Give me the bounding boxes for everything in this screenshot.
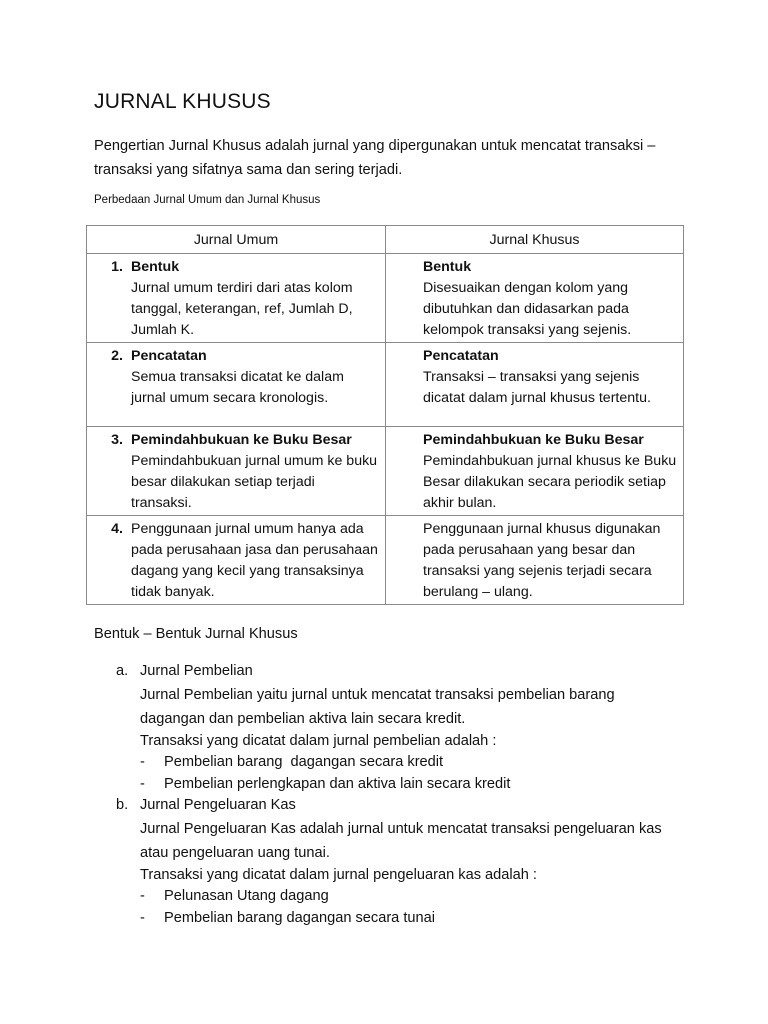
list-item [116, 795, 676, 929]
table-cell-left [87, 254, 386, 343]
bullet-dash: - [140, 909, 145, 926]
list-item-text: Jurnal Pengeluaran Kas adalah jurnal untuk mencatat transaksi pengeluaran kas atau pengeluaran uang tunai. [140, 820, 662, 861]
intro-paragraph: Pengertian Jurnal Khusus adalah jurnal yang dipergunakan untuk mencatat transaksi – transaksi yang sifatnya sama dan sering terjadi. [94, 138, 656, 178]
table-row [87, 254, 684, 343]
journal-types-list [116, 661, 676, 929]
right-row-title: Pemindahbukuan ke Buku Besar [423, 432, 644, 448]
right-row-title: Pencatatan [423, 348, 499, 364]
list-item [116, 661, 676, 795]
left-row-text: Pemindahbukuan jurnal umum ke buku besar dilakukan setiap terjadi transaksi. [131, 453, 378, 511]
list-letter: b. [116, 797, 129, 813]
right-row-text: Transaksi – transaksi yang sejenis dicatat dalam jurnal khusus tertentu. [423, 369, 651, 406]
table-caption: Perbedaan Jurnal Umum dan Jurnal Khusus [94, 194, 321, 206]
bullet-item [140, 774, 676, 796]
table-cell-right [386, 516, 684, 605]
table-cell-left [87, 427, 386, 516]
row-number: 2. [111, 348, 123, 364]
left-row-title: Pencatatan [131, 348, 207, 364]
table-row [87, 516, 684, 605]
bullet-item [140, 886, 676, 908]
list-intro: Transaksi yang dicatat dalam jurnal pengeluaran kas adalah : [140, 866, 537, 883]
row-number: 4. [111, 521, 123, 537]
list-item-title: Jurnal Pengeluaran Kas [140, 797, 296, 813]
row-number: 3. [111, 432, 123, 448]
comparison-table [86, 225, 684, 605]
left-row-title: Bentuk [131, 259, 180, 275]
table-cell-right [386, 343, 684, 427]
left-row-title: Pemindahbukuan ke Buku Besar [131, 432, 352, 448]
table-header-row [87, 226, 684, 254]
bullet-text: Pelunasan Utang dagang [164, 888, 329, 904]
left-row-text: Semua transaksi dicatat ke dalam jurnal umum secara kronologis. [131, 369, 344, 406]
bullet-dash: - [140, 754, 145, 770]
bullet-text: Pembelian barang dagangan secara tunai [164, 909, 435, 926]
right-row-title: Bentuk [423, 259, 472, 275]
header-jurnal-khusus: Jurnal Khusus [386, 226, 684, 254]
table-row [87, 343, 684, 427]
bullet-item [140, 752, 676, 774]
section-title: Bentuk – Bentuk Jurnal Khusus [94, 626, 298, 642]
list-item-text: Jurnal Pembelian yaitu jurnal untuk mencatat transaksi pembelian barang dagangan dan pembelian aktiva lain secara kredit. [140, 686, 615, 727]
row-number: 1. [111, 259, 123, 275]
header-jurnal-umum: Jurnal Umum [87, 226, 386, 254]
bullet-dash: - [140, 888, 145, 904]
right-row-text: Pemindahbukuan jurnal khusus ke Buku Besar dilakukan secara periodik setiap akhir bulan. [423, 453, 677, 511]
table-cell-right [386, 254, 684, 343]
bullet-item [140, 908, 676, 930]
table-cell-right [386, 427, 684, 516]
list-intro: Transaksi yang dicatat dalam jurnal pembelian adalah : [140, 732, 497, 749]
table-row [87, 427, 684, 516]
bullet-text: Pembelian perlengkapan dan aktiva lain secara kredit [164, 775, 511, 792]
bullet-text: Pembelian barang dagangan secara kredit [164, 754, 444, 770]
table-cell-left [87, 343, 386, 427]
list-item-title: Jurnal Pembelian [140, 663, 253, 679]
list-letter: a. [116, 663, 129, 679]
left-row-text: Penggunaan jurnal umum hanya ada pada perusahaan jasa dan perusahaan dagang yang kecil yang transaksinya tidak banyak. [131, 521, 378, 600]
right-row-text: Penggunaan jurnal khusus digunakan pada perusahaan yang besar dan transaksi yang sejenis terjadi secara berulang – ulang. [423, 521, 661, 600]
bullet-dash: - [140, 775, 145, 792]
table-cell-left [87, 516, 386, 605]
left-row-text: Jurnal umum terdiri dari atas kolom tanggal, keterangan, ref, Jumlah D, Jumlah K. [131, 280, 353, 338]
page-title: JURNAL KHUSUS [94, 90, 271, 113]
right-row-text: Disesuaikan dengan kolom yang dibutuhkan dan didasarkan pada kelompok transaksi yang sejenis. [423, 280, 632, 338]
